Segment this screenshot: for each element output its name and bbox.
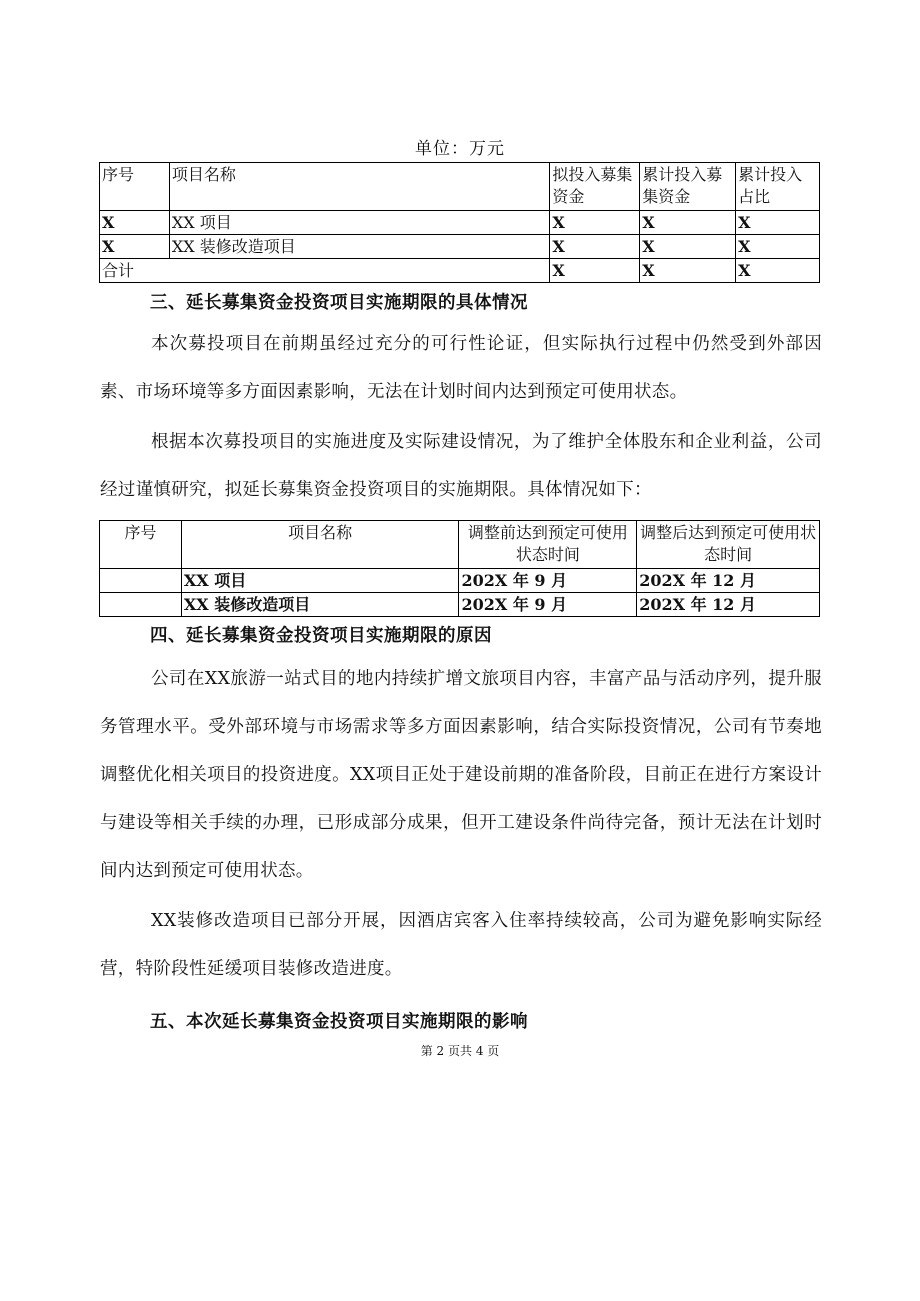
- header-cell: 调整后达到预定可使用状态时间: [637, 521, 820, 569]
- table-cell: X: [550, 259, 640, 283]
- table-cell: X: [100, 235, 170, 259]
- paragraph: 本次募投项目在前期虽经过充分的可行性论证，但实际执行过程中仍然受到外部因素、市场环境等多方面因素影响，无法在计划时间内达到预定可使用状态。: [100, 334, 822, 402]
- header-cell: 拟投入募集资金: [550, 163, 640, 211]
- table-cell: X: [640, 211, 736, 235]
- table-cell: XX 项目: [181, 569, 459, 593]
- funds-table: [99, 162, 820, 283]
- table-row: [100, 235, 820, 259]
- table-cell: XX 项目: [169, 211, 549, 235]
- table-cell: X: [100, 211, 170, 235]
- header-cell: 累计投入占比: [736, 163, 820, 211]
- paragraph: 根据本次募投项目的实施进度及实际建设情况，为了维护全体股东和企业利益，公司经过谨慎研究，拟延长募集资金投资项目的实施期限。具体情况如下：: [100, 432, 822, 500]
- table-header-row: [100, 163, 820, 211]
- paragraph: XX装修改造项目已部分开展，因酒店宾客入住率持续较高，公司为避免影响实际经营，特阶段性延缓项目装修改造进度。: [100, 911, 822, 979]
- section-heading: 三、延长募集资金投资项目实施期限的具体情况: [150, 293, 528, 313]
- table-row: [100, 211, 820, 235]
- table-cell: X: [736, 259, 820, 283]
- table-cell: [100, 569, 182, 593]
- page-footer: 第 2 页共 4 页: [420, 1044, 500, 1058]
- section-heading: 五、本次延长募集资金投资项目实施期限的影响: [150, 1012, 528, 1032]
- header-cell: 调整前达到预定可使用状态时间: [459, 521, 637, 569]
- header-cell: 项目名称: [181, 521, 459, 569]
- header-cell: 序号: [100, 521, 182, 569]
- table-row: [100, 593, 820, 617]
- total-label: 合计: [100, 259, 550, 283]
- table-cell: X: [550, 211, 640, 235]
- table-cell: 202X 年 12 月: [637, 569, 820, 593]
- table-total-row: [100, 259, 820, 283]
- table-cell: X: [736, 235, 820, 259]
- table-cell: 202X 年 12 月: [637, 593, 820, 617]
- table-cell: XX 装修改造项目: [169, 235, 549, 259]
- table-cell: X: [640, 235, 736, 259]
- table-cell: 202X 年 9 月: [459, 593, 637, 617]
- unit-label: 单位：万元: [415, 139, 505, 159]
- table-row: [100, 569, 820, 593]
- header-cell: 累计投入募集资金: [640, 163, 736, 211]
- table-cell: 202X 年 9 月: [459, 569, 637, 593]
- table-cell: X: [736, 211, 820, 235]
- schedule-table: [99, 520, 820, 617]
- table-cell: X: [550, 235, 640, 259]
- table-header-row: [100, 521, 820, 569]
- table-cell: XX 装修改造项目: [181, 593, 459, 617]
- section-heading: 四、延长募集资金投资项目实施期限的原因: [150, 626, 492, 646]
- header-cell: 项目名称: [169, 163, 549, 211]
- table-cell: X: [640, 259, 736, 283]
- table-cell: [100, 593, 182, 617]
- header-cell: 序号: [100, 163, 170, 211]
- paragraph: 公司在XX旅游一站式目的地内持续扩增文旅项目内容，丰富产品与活动序列，提升服务管理水平。受外部环境与市场需求等多方面因素影响，结合实际投资情况，公司有节奏地调整优化相关项目的投资进度。XX项目正处于建设前期的准备阶段，目前正在进行方案设计与建设等相关手续的办理，已形成部分成果，但开工建设条件尚待完备，预计无法在计划时间内达到预定可使用状态。: [100, 669, 822, 881]
